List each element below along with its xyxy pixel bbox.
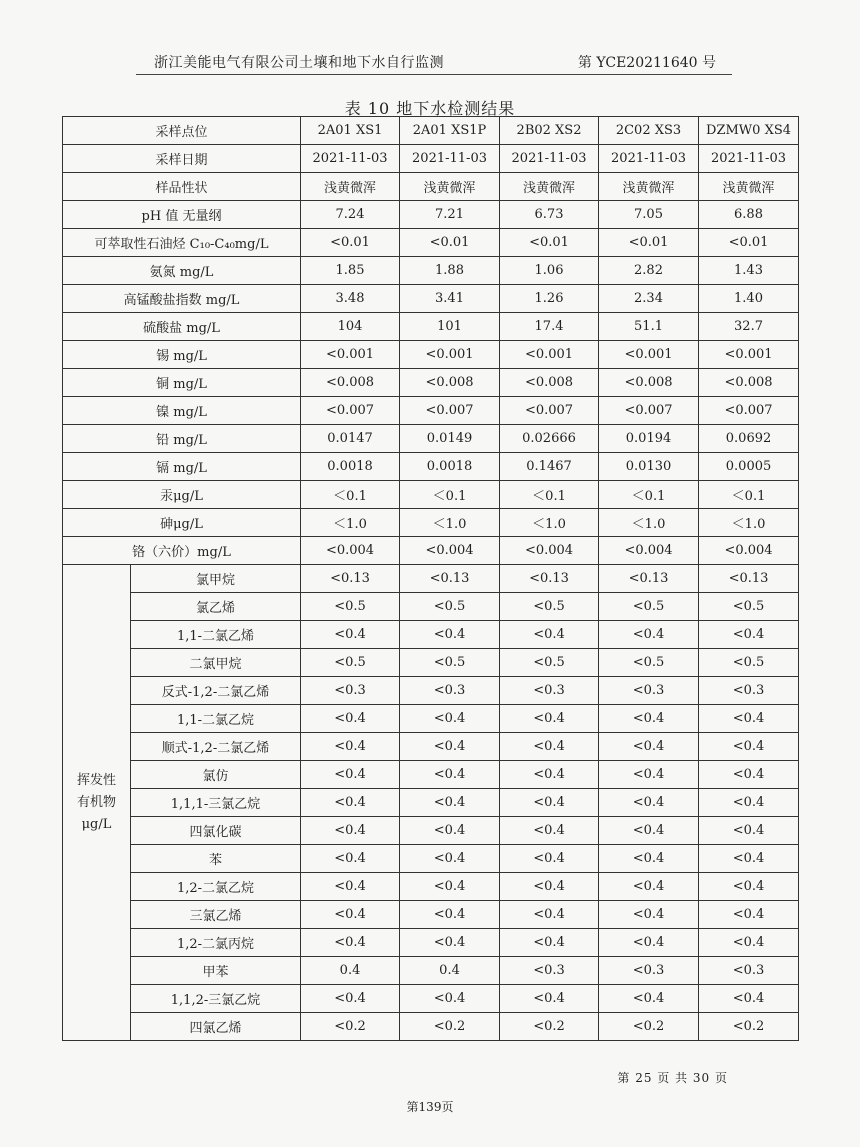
row-parameter-label: pH 值 无量纲 bbox=[63, 201, 301, 229]
voc-group-label-line: 有机物 bbox=[76, 794, 116, 810]
table-row bbox=[63, 425, 799, 453]
voc-value-cell: <0.4 bbox=[699, 761, 799, 789]
voc-value-cell: <0.4 bbox=[301, 733, 400, 761]
voc-group-label-line: 挥发性 bbox=[76, 772, 116, 788]
voc-compound-label: 1,2-二氯乙烷 bbox=[131, 873, 301, 901]
row-value-cell: 7.05 bbox=[599, 201, 699, 229]
row-value-cell: ＜0.1 bbox=[699, 481, 799, 509]
row-value-cell: 1.88 bbox=[400, 257, 500, 285]
table-row bbox=[63, 145, 799, 173]
voc-compound-label: 顺式-1,2-二氯乙烯 bbox=[131, 733, 301, 761]
row-value-cell: 51.1 bbox=[599, 313, 699, 341]
voc-value-cell: <0.4 bbox=[599, 985, 699, 1013]
voc-value-cell: <0.13 bbox=[500, 565, 599, 593]
table-row bbox=[63, 453, 799, 481]
voc-value-cell: <0.4 bbox=[301, 817, 400, 845]
row-parameter-label: 硫酸盐 mg/L bbox=[63, 313, 301, 341]
row-value-cell: 2.82 bbox=[599, 257, 699, 285]
voc-value-cell: <0.4 bbox=[699, 873, 799, 901]
voc-value-cell: <0.4 bbox=[400, 901, 500, 929]
row-value-cell: <0.004 bbox=[301, 537, 400, 565]
voc-table-row bbox=[63, 649, 799, 677]
row-value-cell: <0.004 bbox=[400, 537, 500, 565]
voc-table-row bbox=[63, 1013, 799, 1041]
voc-value-cell: <0.4 bbox=[599, 761, 699, 789]
voc-value-cell: <0.4 bbox=[400, 929, 500, 957]
voc-value-cell: <0.5 bbox=[301, 649, 400, 677]
row-value-cell: <0.01 bbox=[500, 229, 599, 257]
row-parameter-label: 可萃取性石油烃 C₁₀-C₄₀mg/L bbox=[63, 229, 301, 257]
voc-value-cell: <0.4 bbox=[500, 929, 599, 957]
row-value-cell: 0.0018 bbox=[400, 453, 500, 481]
voc-value-cell: <0.5 bbox=[599, 649, 699, 677]
voc-value-cell: <0.4 bbox=[699, 985, 799, 1013]
row-value-cell: ＜1.0 bbox=[400, 509, 500, 537]
voc-compound-label: 苯 bbox=[131, 845, 301, 873]
voc-value-cell: <0.4 bbox=[599, 873, 699, 901]
voc-value-cell: <0.4 bbox=[500, 761, 599, 789]
row-value-cell: <0.008 bbox=[500, 369, 599, 397]
voc-value-cell: <0.4 bbox=[400, 705, 500, 733]
row-value-cell: 0.02666 bbox=[500, 425, 599, 453]
row-parameter-label: 锡 mg/L bbox=[63, 341, 301, 369]
row-value-cell: <0.01 bbox=[301, 229, 400, 257]
row-value-cell: <0.007 bbox=[301, 397, 400, 425]
voc-value-cell: <0.13 bbox=[699, 565, 799, 593]
voc-value-cell: <0.4 bbox=[699, 705, 799, 733]
row-value-cell: 0.0147 bbox=[301, 425, 400, 453]
row-value-cell: <0.001 bbox=[301, 341, 400, 369]
voc-value-cell: <0.4 bbox=[500, 873, 599, 901]
header-sampling-point: DZMW0 XS4 bbox=[699, 117, 799, 145]
row-parameter-label: 镉 mg/L bbox=[63, 453, 301, 481]
table-row bbox=[63, 481, 799, 509]
header-sampling-point: 2A01 XS1P bbox=[400, 117, 500, 145]
voc-compound-label: 1,2-二氯丙烷 bbox=[131, 929, 301, 957]
row-value-cell: 2.34 bbox=[599, 285, 699, 313]
voc-value-cell: <0.4 bbox=[500, 817, 599, 845]
row-value-cell: <0.004 bbox=[500, 537, 599, 565]
row-value-cell: 浅黄微浑 bbox=[699, 173, 799, 201]
row-value-cell: ＜0.1 bbox=[599, 481, 699, 509]
voc-value-cell: <0.4 bbox=[400, 761, 500, 789]
voc-value-cell: <0.3 bbox=[400, 677, 500, 705]
table-row bbox=[63, 285, 799, 313]
voc-value-cell: <0.4 bbox=[599, 621, 699, 649]
voc-value-cell: <0.4 bbox=[699, 817, 799, 845]
header-sampling-point: 2A01 XS1 bbox=[301, 117, 400, 145]
header-divider bbox=[136, 74, 732, 75]
voc-value-cell: <0.5 bbox=[400, 593, 500, 621]
voc-compound-label: 反式-1,2-二氯乙烯 bbox=[131, 677, 301, 705]
voc-value-cell: <0.3 bbox=[301, 677, 400, 705]
voc-value-cell: <0.4 bbox=[500, 733, 599, 761]
row-value-cell: <0.01 bbox=[699, 229, 799, 257]
table-header-row bbox=[63, 117, 799, 145]
voc-table-row bbox=[63, 789, 799, 817]
row-value-cell: 17.4 bbox=[500, 313, 599, 341]
header-sampling-point: 2C02 XS3 bbox=[599, 117, 699, 145]
voc-value-cell: <0.2 bbox=[599, 1013, 699, 1041]
voc-compound-label: 1,1-二氯乙烯 bbox=[131, 621, 301, 649]
table-row bbox=[63, 341, 799, 369]
row-value-cell: 0.0018 bbox=[301, 453, 400, 481]
row-value-cell: 6.88 bbox=[699, 201, 799, 229]
row-value-cell: ＜0.1 bbox=[500, 481, 599, 509]
report-number: 第 YCE20211640 号 bbox=[577, 55, 716, 71]
voc-compound-label: 四氯化碳 bbox=[131, 817, 301, 845]
row-value-cell: 32.7 bbox=[699, 313, 799, 341]
row-parameter-label: 样品性状 bbox=[63, 173, 301, 201]
voc-table-row bbox=[63, 705, 799, 733]
row-value-cell: 3.48 bbox=[301, 285, 400, 313]
voc-value-cell: <0.4 bbox=[599, 789, 699, 817]
voc-value-cell: <0.4 bbox=[599, 929, 699, 957]
voc-value-cell: <0.4 bbox=[400, 985, 500, 1013]
row-value-cell: 1.40 bbox=[699, 285, 799, 313]
row-value-cell: ＜1.0 bbox=[599, 509, 699, 537]
voc-value-cell: <0.4 bbox=[500, 705, 599, 733]
row-value-cell: 2021-11-03 bbox=[500, 145, 599, 173]
row-value-cell: <0.004 bbox=[699, 537, 799, 565]
row-value-cell: ＜0.1 bbox=[301, 481, 400, 509]
row-parameter-label: 镍 mg/L bbox=[63, 397, 301, 425]
voc-value-cell: <0.5 bbox=[500, 649, 599, 677]
row-value-cell: 101 bbox=[400, 313, 500, 341]
row-value-cell: 7.24 bbox=[301, 201, 400, 229]
voc-group-label bbox=[63, 565, 131, 1041]
row-value-cell: <0.007 bbox=[500, 397, 599, 425]
voc-value-cell: <0.4 bbox=[301, 761, 400, 789]
voc-value-cell: <0.4 bbox=[599, 845, 699, 873]
voc-value-cell: <0.3 bbox=[500, 957, 599, 985]
voc-value-cell: <0.4 bbox=[301, 789, 400, 817]
row-parameter-label: 铬（六价）mg/L bbox=[63, 537, 301, 565]
row-value-cell: 0.0130 bbox=[599, 453, 699, 481]
row-value-cell: 2021-11-03 bbox=[699, 145, 799, 173]
voc-value-cell: <0.4 bbox=[500, 845, 599, 873]
row-value-cell: ＜1.0 bbox=[500, 509, 599, 537]
voc-table-row bbox=[63, 929, 799, 957]
row-value-cell: <0.01 bbox=[400, 229, 500, 257]
row-value-cell: 0.0005 bbox=[699, 453, 799, 481]
row-value-cell: 2021-11-03 bbox=[599, 145, 699, 173]
voc-value-cell: <0.3 bbox=[699, 677, 799, 705]
voc-value-cell: <0.4 bbox=[599, 733, 699, 761]
voc-compound-label: 氯仿 bbox=[131, 761, 301, 789]
table-row bbox=[63, 369, 799, 397]
voc-value-cell: 0.4 bbox=[301, 957, 400, 985]
row-parameter-label: 高锰酸盐指数 mg/L bbox=[63, 285, 301, 313]
row-value-cell: 0.0194 bbox=[599, 425, 699, 453]
voc-value-cell: <0.4 bbox=[400, 845, 500, 873]
row-value-cell: 浅黄微浑 bbox=[301, 173, 400, 201]
table-row bbox=[63, 201, 799, 229]
table-row bbox=[63, 313, 799, 341]
bound-page-stamp: 第139页 bbox=[406, 1100, 454, 1114]
header-param-label: 采样点位 bbox=[63, 117, 301, 145]
voc-value-cell: <0.4 bbox=[400, 817, 500, 845]
row-value-cell: 104 bbox=[301, 313, 400, 341]
table-row bbox=[63, 509, 799, 537]
voc-value-cell: <0.4 bbox=[400, 621, 500, 649]
row-value-cell: 1.43 bbox=[699, 257, 799, 285]
row-parameter-label: 汞μg/L bbox=[63, 481, 301, 509]
row-value-cell: 7.21 bbox=[400, 201, 500, 229]
voc-table-row bbox=[63, 593, 799, 621]
voc-value-cell: <0.4 bbox=[500, 621, 599, 649]
voc-value-cell: <0.2 bbox=[699, 1013, 799, 1041]
voc-value-cell: <0.4 bbox=[400, 873, 500, 901]
row-value-cell: 1.26 bbox=[500, 285, 599, 313]
groundwater-results-table bbox=[62, 116, 799, 1041]
voc-table-row bbox=[63, 957, 799, 985]
voc-compound-label: 1,1,1-三氯乙烷 bbox=[131, 789, 301, 817]
row-value-cell: 浅黄微浑 bbox=[400, 173, 500, 201]
table-row bbox=[63, 397, 799, 425]
voc-value-cell: <0.2 bbox=[301, 1013, 400, 1041]
row-value-cell: <0.001 bbox=[699, 341, 799, 369]
row-value-cell: 浅黄微浑 bbox=[599, 173, 699, 201]
voc-value-cell: <0.5 bbox=[301, 593, 400, 621]
row-parameter-label: 铅 mg/L bbox=[63, 425, 301, 453]
table-row bbox=[63, 173, 799, 201]
row-value-cell: 2021-11-03 bbox=[301, 145, 400, 173]
voc-compound-label: 二氯甲烷 bbox=[131, 649, 301, 677]
row-parameter-label: 砷μg/L bbox=[63, 509, 301, 537]
row-value-cell: 1.06 bbox=[500, 257, 599, 285]
voc-value-cell: <0.4 bbox=[599, 817, 699, 845]
voc-compound-label: 1,1,2-三氯乙烷 bbox=[131, 985, 301, 1013]
voc-value-cell: <0.4 bbox=[301, 901, 400, 929]
voc-value-cell: <0.4 bbox=[699, 789, 799, 817]
voc-table-row bbox=[63, 677, 799, 705]
voc-value-cell: <0.4 bbox=[301, 705, 400, 733]
voc-table-row bbox=[63, 817, 799, 845]
voc-value-cell: <0.4 bbox=[301, 621, 400, 649]
header-sampling-point: 2B02 XS2 bbox=[500, 117, 599, 145]
voc-value-cell: <0.3 bbox=[500, 677, 599, 705]
voc-compound-label: 氯乙烯 bbox=[131, 593, 301, 621]
page-number: 第 25 页 共 30 页 bbox=[617, 1071, 728, 1085]
voc-value-cell: <0.2 bbox=[500, 1013, 599, 1041]
table-title: 表 10 地下水检测结果 bbox=[344, 99, 516, 118]
report-header-title: 浙江美能电气有限公司土壤和地下水自行监测 bbox=[154, 55, 444, 71]
row-value-cell: ＜0.1 bbox=[400, 481, 500, 509]
voc-table-row bbox=[63, 873, 799, 901]
voc-value-cell: <0.5 bbox=[599, 593, 699, 621]
row-value-cell: 2021-11-03 bbox=[400, 145, 500, 173]
voc-value-cell: <0.4 bbox=[699, 733, 799, 761]
row-value-cell: <0.01 bbox=[599, 229, 699, 257]
voc-value-cell: <0.4 bbox=[599, 901, 699, 929]
voc-table-row bbox=[63, 901, 799, 929]
row-value-cell: <0.007 bbox=[400, 397, 500, 425]
voc-value-cell: <0.3 bbox=[699, 957, 799, 985]
row-value-cell: 6.73 bbox=[500, 201, 599, 229]
row-value-cell: <0.008 bbox=[400, 369, 500, 397]
row-value-cell: 3.41 bbox=[400, 285, 500, 313]
table-row bbox=[63, 257, 799, 285]
row-value-cell: <0.004 bbox=[599, 537, 699, 565]
voc-compound-label: 甲苯 bbox=[131, 957, 301, 985]
voc-value-cell: <0.5 bbox=[400, 649, 500, 677]
voc-table-row bbox=[63, 621, 799, 649]
voc-table-row bbox=[63, 845, 799, 873]
row-value-cell: <0.001 bbox=[400, 341, 500, 369]
row-value-cell: ＜1.0 bbox=[699, 509, 799, 537]
voc-value-cell: <0.13 bbox=[400, 565, 500, 593]
row-value-cell: ＜1.0 bbox=[301, 509, 400, 537]
voc-value-cell: <0.4 bbox=[500, 901, 599, 929]
row-value-cell: <0.007 bbox=[699, 397, 799, 425]
voc-value-cell: <0.4 bbox=[301, 985, 400, 1013]
row-value-cell: <0.008 bbox=[301, 369, 400, 397]
voc-compound-label: 1,1-二氯乙烷 bbox=[131, 705, 301, 733]
voc-table-row bbox=[63, 565, 799, 593]
voc-table-row bbox=[63, 733, 799, 761]
voc-value-cell: <0.4 bbox=[400, 733, 500, 761]
voc-value-cell: <0.4 bbox=[599, 705, 699, 733]
voc-compound-label: 氯甲烷 bbox=[131, 565, 301, 593]
table-row bbox=[63, 537, 799, 565]
row-value-cell: 浅黄微浑 bbox=[500, 173, 599, 201]
voc-value-cell: <0.4 bbox=[301, 873, 400, 901]
voc-group-label-line: μg/L bbox=[81, 816, 112, 832]
voc-value-cell: <0.13 bbox=[301, 565, 400, 593]
row-parameter-label: 氨氮 mg/L bbox=[63, 257, 301, 285]
voc-value-cell: <0.3 bbox=[599, 957, 699, 985]
row-value-cell: <0.007 bbox=[599, 397, 699, 425]
row-value-cell: 1.85 bbox=[301, 257, 400, 285]
voc-value-cell: <0.4 bbox=[301, 929, 400, 957]
row-value-cell: <0.008 bbox=[599, 369, 699, 397]
voc-value-cell: <0.4 bbox=[699, 621, 799, 649]
row-parameter-label: 采样日期 bbox=[63, 145, 301, 173]
voc-value-cell: <0.5 bbox=[500, 593, 599, 621]
voc-value-cell: <0.3 bbox=[599, 677, 699, 705]
voc-value-cell: <0.4 bbox=[301, 845, 400, 873]
voc-value-cell: <0.4 bbox=[400, 789, 500, 817]
row-value-cell: <0.001 bbox=[500, 341, 599, 369]
voc-value-cell: <0.5 bbox=[699, 649, 799, 677]
voc-value-cell: <0.4 bbox=[500, 985, 599, 1013]
row-value-cell: <0.001 bbox=[599, 341, 699, 369]
voc-table-row bbox=[63, 761, 799, 789]
row-value-cell: <0.008 bbox=[699, 369, 799, 397]
voc-table-row bbox=[63, 985, 799, 1013]
row-parameter-label: 铜 mg/L bbox=[63, 369, 301, 397]
row-value-cell: 0.0149 bbox=[400, 425, 500, 453]
voc-value-cell: <0.4 bbox=[699, 845, 799, 873]
row-value-cell: 0.1467 bbox=[500, 453, 599, 481]
voc-value-cell: <0.4 bbox=[699, 929, 799, 957]
voc-value-cell: 0.4 bbox=[400, 957, 500, 985]
voc-value-cell: <0.5 bbox=[699, 593, 799, 621]
voc-value-cell: <0.4 bbox=[500, 789, 599, 817]
voc-value-cell: <0.2 bbox=[400, 1013, 500, 1041]
voc-compound-label: 四氯乙烯 bbox=[131, 1013, 301, 1041]
table-row bbox=[63, 229, 799, 257]
voc-value-cell: <0.13 bbox=[599, 565, 699, 593]
voc-value-cell: <0.4 bbox=[699, 901, 799, 929]
voc-compound-label: 三氯乙烯 bbox=[131, 901, 301, 929]
row-value-cell: 0.0692 bbox=[699, 425, 799, 453]
